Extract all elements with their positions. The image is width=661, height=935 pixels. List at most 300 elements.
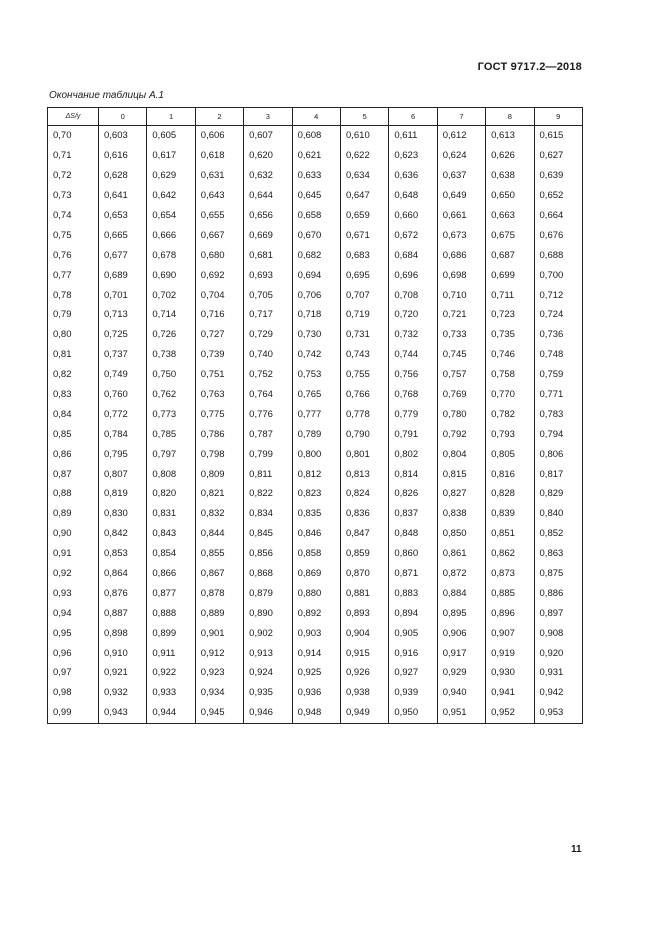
table-cell: 0,808 — [147, 464, 195, 484]
table-cell: 0,860 — [389, 544, 437, 564]
table-cell: 0,896 — [486, 603, 534, 623]
table-row — [48, 285, 583, 305]
table-cell: 0,707 — [340, 285, 388, 305]
table-cell: 0,677 — [99, 245, 147, 265]
table-cell: 0,861 — [437, 544, 485, 564]
table-cell: 0,684 — [389, 245, 437, 265]
table-body — [48, 126, 583, 724]
table-cell: 0,943 — [99, 703, 147, 723]
table-cell: 0,605 — [147, 126, 195, 146]
table-cell: 0,726 — [147, 325, 195, 345]
table-cell: 0,952 — [486, 703, 534, 723]
table-row — [48, 385, 583, 405]
table-cell: 0,637 — [437, 166, 485, 186]
table-row — [48, 623, 583, 643]
table-cell: 0,854 — [147, 544, 195, 564]
table-cell: 0,848 — [389, 524, 437, 544]
table-cell: 0,672 — [389, 225, 437, 245]
table-cell: 0,765 — [292, 385, 340, 405]
table-cell: 0,933 — [147, 683, 195, 703]
table-cell: 0,634 — [340, 166, 388, 186]
table-cell: 0,742 — [292, 345, 340, 365]
table-cell: 0,866 — [147, 564, 195, 584]
table-cell: 0,794 — [534, 424, 582, 444]
table-cell: 0,743 — [340, 345, 388, 365]
table-cell: 0,806 — [534, 444, 582, 464]
table-cell: 0,699 — [486, 265, 534, 285]
table-cell: 0,925 — [292, 663, 340, 683]
table-cell: 0,822 — [244, 484, 292, 504]
table-row — [48, 424, 583, 444]
table-cell: 0,835 — [292, 504, 340, 524]
table-cell: 0,694 — [292, 265, 340, 285]
table-cell: 0,782 — [486, 404, 534, 424]
table-cell: 0,659 — [340, 206, 388, 226]
table-cell: 0,939 — [389, 683, 437, 703]
table-cell: 0,817 — [534, 464, 582, 484]
table-cell: 0,624 — [437, 146, 485, 166]
table-cell: 0,853 — [99, 544, 147, 564]
table-cell: 0,886 — [534, 583, 582, 603]
table-cell: 0,759 — [534, 365, 582, 385]
table-cell: 0,639 — [534, 166, 582, 186]
table-cell: 0,740 — [244, 345, 292, 365]
table-cell: 0,826 — [389, 484, 437, 504]
table-cell: 0,792 — [437, 424, 485, 444]
table-cell: 0,665 — [99, 225, 147, 245]
table-cell: 0,727 — [195, 325, 243, 345]
row-key-cell: 0,99 — [48, 703, 99, 723]
table-cell: 0,723 — [486, 305, 534, 325]
table-cell: 0,927 — [389, 663, 437, 683]
table-cell: 0,919 — [486, 643, 534, 663]
column-header-5: 5 — [340, 108, 388, 126]
table-cell: 0,695 — [340, 265, 388, 285]
table-cell: 0,786 — [195, 424, 243, 444]
table-row — [48, 225, 583, 245]
table-cell: 0,689 — [99, 265, 147, 285]
table-row — [48, 524, 583, 544]
table-cell: 0,823 — [292, 484, 340, 504]
column-header-6: 6 — [389, 108, 437, 126]
table-cell: 0,907 — [486, 623, 534, 643]
table-cell: 0,641 — [99, 186, 147, 206]
table-cell: 0,917 — [437, 643, 485, 663]
table-cell: 0,769 — [437, 385, 485, 405]
row-key-cell: 0,70 — [48, 126, 99, 146]
table-cell: 0,950 — [389, 703, 437, 723]
table-row — [48, 564, 583, 584]
table-cell: 0,880 — [292, 583, 340, 603]
row-key-cell: 0,87 — [48, 464, 99, 484]
table-cell: 0,905 — [389, 623, 437, 643]
table-cell: 0,731 — [340, 325, 388, 345]
table-cell: 0,903 — [292, 623, 340, 643]
table-cell: 0,797 — [147, 444, 195, 464]
table-cell: 0,757 — [437, 365, 485, 385]
table-cell: 0,864 — [99, 564, 147, 584]
table-cell: 0,839 — [486, 504, 534, 524]
column-header-4: 4 — [292, 108, 340, 126]
table-cell: 0,719 — [340, 305, 388, 325]
table-row — [48, 683, 583, 703]
table-cell: 0,897 — [534, 603, 582, 623]
table-row — [48, 404, 583, 424]
table-row — [48, 504, 583, 524]
table-cell: 0,751 — [195, 365, 243, 385]
table-cell: 0,653 — [99, 206, 147, 226]
table-cell: 0,923 — [195, 663, 243, 683]
table-cell: 0,680 — [195, 245, 243, 265]
document-standard-header: ГОСТ 9717.2—2018 — [477, 61, 582, 73]
table-cell: 0,834 — [244, 504, 292, 524]
table-cell: 0,611 — [389, 126, 437, 146]
table-row — [48, 544, 583, 564]
table-cell: 0,748 — [534, 345, 582, 365]
table-cell: 0,718 — [292, 305, 340, 325]
table-cell: 0,643 — [195, 186, 243, 206]
table-cell: 0,652 — [534, 186, 582, 206]
table-cell: 0,770 — [486, 385, 534, 405]
row-key-cell: 0,86 — [48, 444, 99, 464]
table-cell: 0,920 — [534, 643, 582, 663]
table-cell: 0,628 — [99, 166, 147, 186]
table-cell: 0,827 — [437, 484, 485, 504]
table-row — [48, 186, 583, 206]
table-cell: 0,669 — [244, 225, 292, 245]
table-cell: 0,752 — [244, 365, 292, 385]
table-cell: 0,883 — [389, 583, 437, 603]
table-cell: 0,708 — [389, 285, 437, 305]
table-cell: 0,878 — [195, 583, 243, 603]
table-cell: 0,661 — [437, 206, 485, 226]
table-cell: 0,787 — [244, 424, 292, 444]
table-cell: 0,832 — [195, 504, 243, 524]
table-row — [48, 444, 583, 464]
table-header-row — [48, 108, 583, 126]
row-key-cell: 0,97 — [48, 663, 99, 683]
table-cell: 0,944 — [147, 703, 195, 723]
table-cell: 0,711 — [486, 285, 534, 305]
table-cell: 0,838 — [437, 504, 485, 524]
row-key-cell: 0,85 — [48, 424, 99, 444]
table-cell: 0,949 — [340, 703, 388, 723]
table-cell: 0,603 — [99, 126, 147, 146]
table-cell: 0,911 — [147, 643, 195, 663]
table-cell: 0,876 — [99, 583, 147, 603]
table-cell: 0,931 — [534, 663, 582, 683]
row-key-cell: 0,83 — [48, 385, 99, 405]
table-cell: 0,801 — [340, 444, 388, 464]
row-key-cell: 0,92 — [48, 564, 99, 584]
table-cell: 0,771 — [534, 385, 582, 405]
table-cell: 0,616 — [99, 146, 147, 166]
table-cell: 0,829 — [534, 484, 582, 504]
table-cell: 0,645 — [292, 186, 340, 206]
table-cell: 0,777 — [292, 404, 340, 424]
table-cell: 0,800 — [292, 444, 340, 464]
table-cell: 0,892 — [292, 603, 340, 623]
table-cell: 0,930 — [486, 663, 534, 683]
table-row — [48, 265, 583, 285]
table-cell: 0,632 — [244, 166, 292, 186]
table-cell: 0,856 — [244, 544, 292, 564]
column-header-1: 1 — [147, 108, 195, 126]
row-key-cell: 0,88 — [48, 484, 99, 504]
table-cell: 0,889 — [195, 603, 243, 623]
table-cell: 0,654 — [147, 206, 195, 226]
row-key-cell: 0,72 — [48, 166, 99, 186]
table-cell: 0,738 — [147, 345, 195, 365]
table-cell: 0,606 — [195, 126, 243, 146]
table-cell: 0,664 — [534, 206, 582, 226]
table-cell: 0,702 — [147, 285, 195, 305]
table-cell: 0,746 — [486, 345, 534, 365]
table-cell: 0,656 — [244, 206, 292, 226]
table-cell: 0,879 — [244, 583, 292, 603]
table-cell: 0,633 — [292, 166, 340, 186]
row-key-cell: 0,76 — [48, 245, 99, 265]
table-caption: Окончание таблицы А.1 — [49, 90, 164, 101]
table-cell: 0,815 — [437, 464, 485, 484]
table-cell: 0,688 — [534, 245, 582, 265]
table-row — [48, 166, 583, 186]
table-cell: 0,789 — [292, 424, 340, 444]
table-cell: 0,717 — [244, 305, 292, 325]
table-cell: 0,912 — [195, 643, 243, 663]
table-cell: 0,910 — [99, 643, 147, 663]
table-cell: 0,666 — [147, 225, 195, 245]
table-cell: 0,924 — [244, 663, 292, 683]
table-cell: 0,828 — [486, 484, 534, 504]
table-cell: 0,612 — [437, 126, 485, 146]
table-cell: 0,686 — [437, 245, 485, 265]
table-cell: 0,658 — [292, 206, 340, 226]
row-key-cell: 0,80 — [48, 325, 99, 345]
table-cell: 0,851 — [486, 524, 534, 544]
table-cell: 0,870 — [340, 564, 388, 584]
table-cell: 0,842 — [99, 524, 147, 544]
table-cell: 0,698 — [437, 265, 485, 285]
table-cell: 0,678 — [147, 245, 195, 265]
table-cell: 0,621 — [292, 146, 340, 166]
table-row — [48, 583, 583, 603]
table-cell: 0,951 — [437, 703, 485, 723]
row-key-cell: 0,90 — [48, 524, 99, 544]
table-cell: 0,735 — [486, 325, 534, 345]
column-header-2: 2 — [195, 108, 243, 126]
data-table — [47, 107, 583, 724]
table-cell: 0,696 — [389, 265, 437, 285]
table-cell: 0,776 — [244, 404, 292, 424]
table-row — [48, 325, 583, 345]
table-cell: 0,862 — [486, 544, 534, 564]
table-cell: 0,784 — [99, 424, 147, 444]
table-cell: 0,644 — [244, 186, 292, 206]
table-cell: 0,867 — [195, 564, 243, 584]
table-cell: 0,737 — [99, 345, 147, 365]
table-cell: 0,700 — [534, 265, 582, 285]
table-row — [48, 245, 583, 265]
table-cell: 0,858 — [292, 544, 340, 564]
table-cell: 0,932 — [99, 683, 147, 703]
table-row — [48, 603, 583, 623]
table-cell: 0,807 — [99, 464, 147, 484]
row-key-cell: 0,74 — [48, 206, 99, 226]
row-key-cell: 0,91 — [48, 544, 99, 564]
table-cell: 0,855 — [195, 544, 243, 564]
table-cell: 0,648 — [389, 186, 437, 206]
table-cell: 0,710 — [437, 285, 485, 305]
table-cell: 0,681 — [244, 245, 292, 265]
table-cell: 0,913 — [244, 643, 292, 663]
table-cell: 0,847 — [340, 524, 388, 544]
row-key-cell: 0,95 — [48, 623, 99, 643]
table-cell: 0,916 — [389, 643, 437, 663]
table-cell: 0,763 — [195, 385, 243, 405]
table-cell: 0,890 — [244, 603, 292, 623]
table-cell: 0,766 — [340, 385, 388, 405]
table-cell: 0,670 — [292, 225, 340, 245]
table-cell: 0,814 — [389, 464, 437, 484]
page-number: 11 — [571, 844, 582, 855]
table-cell: 0,934 — [195, 683, 243, 703]
table-cell: 0,608 — [292, 126, 340, 146]
table-row — [48, 365, 583, 385]
table-cell: 0,733 — [437, 325, 485, 345]
table-cell: 0,649 — [437, 186, 485, 206]
table-cell: 0,902 — [244, 623, 292, 643]
table-cell: 0,687 — [486, 245, 534, 265]
table-cell: 0,831 — [147, 504, 195, 524]
table-cell: 0,872 — [437, 564, 485, 584]
table-cell: 0,850 — [437, 524, 485, 544]
row-key-cell: 0,82 — [48, 365, 99, 385]
table-cell: 0,953 — [534, 703, 582, 723]
table-cell: 0,629 — [147, 166, 195, 186]
table-cell: 0,805 — [486, 444, 534, 464]
table-cell: 0,837 — [389, 504, 437, 524]
table-cell: 0,716 — [195, 305, 243, 325]
table-cell: 0,906 — [437, 623, 485, 643]
table-cell: 0,868 — [244, 564, 292, 584]
table-cell: 0,793 — [486, 424, 534, 444]
row-key-cell: 0,75 — [48, 225, 99, 245]
table-cell: 0,650 — [486, 186, 534, 206]
table-cell: 0,756 — [389, 365, 437, 385]
table-cell: 0,618 — [195, 146, 243, 166]
table-cell: 0,617 — [147, 146, 195, 166]
table-cell: 0,667 — [195, 225, 243, 245]
table-cell: 0,760 — [99, 385, 147, 405]
table-cell: 0,607 — [244, 126, 292, 146]
table-cell: 0,819 — [99, 484, 147, 504]
table-row — [48, 663, 583, 683]
table-cell: 0,887 — [99, 603, 147, 623]
table-cell: 0,908 — [534, 623, 582, 643]
table-cell: 0,936 — [292, 683, 340, 703]
table-cell: 0,898 — [99, 623, 147, 643]
column-header-3: 3 — [244, 108, 292, 126]
table-cell: 0,895 — [437, 603, 485, 623]
table-cell: 0,682 — [292, 245, 340, 265]
table-cell: 0,888 — [147, 603, 195, 623]
table-cell: 0,821 — [195, 484, 243, 504]
table-cell: 0,638 — [486, 166, 534, 186]
table-cell: 0,736 — [534, 325, 582, 345]
table-cell: 0,812 — [292, 464, 340, 484]
table-cell: 0,921 — [99, 663, 147, 683]
table-cell: 0,830 — [99, 504, 147, 524]
table-cell: 0,721 — [437, 305, 485, 325]
table-row — [48, 305, 583, 325]
row-key-cell: 0,84 — [48, 404, 99, 424]
table-cell: 0,627 — [534, 146, 582, 166]
table-cell: 0,915 — [340, 643, 388, 663]
table-cell: 0,773 — [147, 404, 195, 424]
table-cell: 0,795 — [99, 444, 147, 464]
column-header-ratio: ΔS/γ — [48, 108, 99, 126]
column-header-9: 9 — [534, 108, 582, 126]
table-cell: 0,948 — [292, 703, 340, 723]
row-key-cell: 0,71 — [48, 146, 99, 166]
table-cell: 0,845 — [244, 524, 292, 544]
table-cell: 0,863 — [534, 544, 582, 564]
table-cell: 0,623 — [389, 146, 437, 166]
table-cell: 0,875 — [534, 564, 582, 584]
table-cell: 0,693 — [244, 265, 292, 285]
table-cell: 0,729 — [244, 325, 292, 345]
table-cell: 0,785 — [147, 424, 195, 444]
table-cell: 0,660 — [389, 206, 437, 226]
table-cell: 0,762 — [147, 385, 195, 405]
row-key-cell: 0,81 — [48, 345, 99, 365]
table-cell: 0,692 — [195, 265, 243, 285]
table-head — [48, 108, 583, 126]
table-row — [48, 703, 583, 723]
table-cell: 0,929 — [437, 663, 485, 683]
table-cell: 0,704 — [195, 285, 243, 305]
table-row — [48, 146, 583, 166]
table-cell: 0,724 — [534, 305, 582, 325]
table-cell: 0,816 — [486, 464, 534, 484]
table-cell: 0,758 — [486, 365, 534, 385]
table-cell: 0,753 — [292, 365, 340, 385]
table-cell: 0,676 — [534, 225, 582, 245]
table-cell: 0,744 — [389, 345, 437, 365]
row-key-cell: 0,96 — [48, 643, 99, 663]
table-cell: 0,940 — [437, 683, 485, 703]
table-cell: 0,811 — [244, 464, 292, 484]
table-cell: 0,705 — [244, 285, 292, 305]
table-cell: 0,750 — [147, 365, 195, 385]
table-cell: 0,877 — [147, 583, 195, 603]
table-cell: 0,683 — [340, 245, 388, 265]
row-key-cell: 0,78 — [48, 285, 99, 305]
table-cell: 0,926 — [340, 663, 388, 683]
table-cell: 0,631 — [195, 166, 243, 186]
table-cell: 0,690 — [147, 265, 195, 285]
table-cell: 0,778 — [340, 404, 388, 424]
table-row — [48, 206, 583, 226]
table-cell: 0,942 — [534, 683, 582, 703]
table-cell: 0,945 — [195, 703, 243, 723]
table-cell: 0,655 — [195, 206, 243, 226]
table-cell: 0,647 — [340, 186, 388, 206]
table-cell: 0,783 — [534, 404, 582, 424]
table-cell: 0,615 — [534, 126, 582, 146]
table-cell: 0,824 — [340, 484, 388, 504]
